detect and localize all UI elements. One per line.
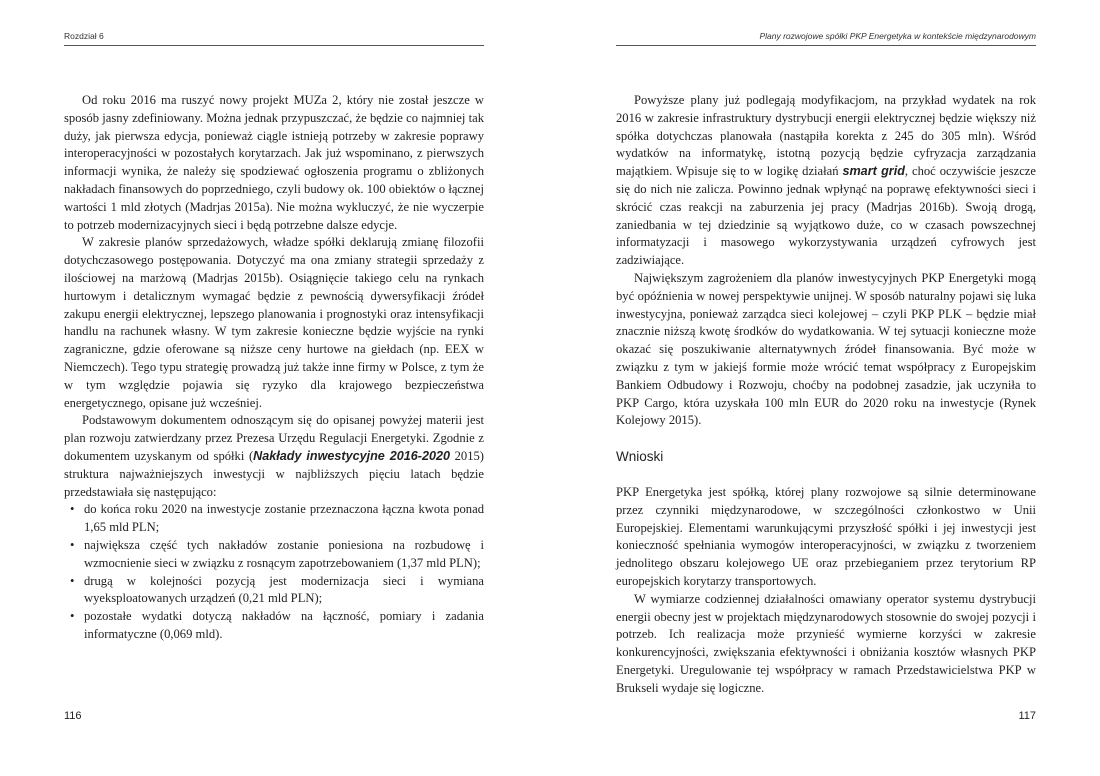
paragraph-text: , choć oczywiście jeszcze się do nich nie zalicza. Powinno jednak wpłynąć na poprawę efektywności sieci i skrócić czas reakcji na zaburzenia jej pracy (Madrjas 2016b). Swoją drogą, zaniedbania w tej dziedzinie są wyjątkowo duże, co w czasach powszechnej informatyzacji i masowego wykorzystywania urządzeń cyfrowych jest zadziwiające. (616, 164, 1036, 268)
body-text (616, 92, 1036, 698)
running-head: Rozdział 6 (64, 31, 104, 41)
page-number: 116 (64, 710, 82, 722)
right-page (550, 0, 1100, 776)
document-title: Nakłady inwestycyjne 2016-2020 (253, 448, 450, 463)
paragraph-text: Powyższe plany już podlegają modyfikacjom, na przykład wydatek na rok 2016 w zakresie infrastruktury dystrybucji energii elektrycznej będzie większy niż spółka dotychczas planowała (nastąpiła korekta z 245 do 305 mln). Wśród wydatków na informatykę, istotną pozycją będzie cyfryzacja zarządzania majątkiem. Wpisuje się to w logikę działań (616, 93, 1036, 179)
header-rule (616, 45, 1036, 46)
paragraph (616, 92, 1036, 270)
paragraph-text: Podstawowym dokumentem odnoszącym się do opisanej powyżej materii jest plan rozwoju zatwierdzany przez Prezesa Urzędu Regulacji Energetyki. Zgodnie z dokumentem uzyskanym od spółki ( (64, 413, 484, 463)
paragraph: PKP Energetyka jest spółką, której plany rozwojowe są silnie determinowane przez czynniki międzynarodowe, w szczególności członkostwo w Unii Europejskiej. Elementami warunkującymi przyszłość spółki i jej inwestycji jest konieczność spełniania wymogów interoperacyjności, w związku z tworzeniem jednolitego obszaru kolejowego UE oraz przebieganiem przez terytorium RP europejskich korytarzy transportowych. (616, 484, 1036, 588)
bullet-list (64, 501, 484, 643)
paragraph-text: 2015) struktura najważniejszych inwestycji w najbliższych pięciu latach będzie przedstawiała się następująco: (64, 448, 484, 499)
list-item: • pozostałe wydatki dotyczą nakładów na łączność, pomiary i zadania informatyczne (0,069 mld). (64, 608, 484, 644)
page-number: 117 (1018, 710, 1036, 722)
running-head: Plany rozwojowe spółki PKP Energetyka w kontekście międzynarodowym (759, 31, 1036, 41)
list-item: • do końca roku 2020 na inwestycje zostanie przeznaczona łączna kwota ponad 1,65 mld PLN; (64, 501, 484, 537)
paragraph: Największym zagrożeniem dla planów inwestycyjnych PKP Energetyki mogą być opóźnienia w nowej perspektywie unijnej. W sposób naturalny pojawi się luka inwestycyjna, ponieważ zarządca sieci kolejowej – czyli PKP PLK – będzie miał znacznie niższą kwotę środków do wydatkowania. W tej sytuacji konieczne może okazać się poszukiwanie alternatywnych źródeł finansowania. Być może w związku z tym w jakiejś formie może wrócić temat współpracy z Europejskim Bankiem Odbudowy i Rozwoju, choćby na podobnej zasadzie, jak uczyniła to PKP Cargo, która uzyskała 100 mln EUR do 2020 roku na inwestycje (Rynek Kolejowy 2015). (616, 270, 1036, 428)
paragraph: W zakresie planów sprzedażowych, władze spółki deklarują zmianę filozofii dotychczasowego postępowania. Dotyczyć ma ona zmiany strategii sprzedaży z ilościowej na marżową (Madrjas 2015b). Osiągnięcie takiego celu na rynkach hurtowym i detalicznym wymagać będzie z pewnością dywersyfikacji źródeł zakupu energii elektrycznej, lepszego planowania i prognostyki oraz intensyfikacji handlu na rachunek własny. W tym zakresie konieczne będzie wyjście na rynki zagraniczne, gdzie oferowane są niższe ceny hurtowe na giełdach (np. EEX w Niemczech). Tego typu strategię prowadzą już także inne firmy w Polsce, z tym że w tym względzie pojawia się ryzyko dla krajowego bezpieczeństwa energetycznego, opisane już wcześniej. (64, 235, 484, 410)
paragraph: Od roku 2016 ma ruszyć nowy projekt MUZa 2, który nie został jeszcze w sposób jasny zdefiniowany. Można jednak przypuszczać, że będzie co najmniej tak duży, jak pierwsza edycja, ponieważ ciągle istnieją potrzeby w zakresie poprawy interoperacyjności w pozostałych korytarzach. Jak już wspominano, z pierwszych informacji wynika, że należy się spodziewać ogłoszenia programu o zbliżonych nakładach finansowych do poprzedniego, czyli budowy ok. 100 obiektów o łącznej wartości 1 mld złotych (Madrjas 2015a). Nie można wykluczyć, że nie wyczerpie to potrzeb modernizacyjnych sieci i będą potrzebne dalsze edycje. (64, 93, 484, 232)
paragraph: W wymiarze codziennej działalności omawiany operator systemu dystrybucji energii obecny jest w projektach międzynarodowych stosownie do swojej pozycji i potrzeb. Ich realizacja może przynieść wymierne korzyści w zakresie konkurencyjności, zwiększania efektywności i obniżania kosztów własnych PKP Energetyki. Uregulowanie tej współpracy w ramach Przedstawicielstwa PKP w Brukseli wydaje się logiczne. (616, 591, 1036, 695)
emphasis-term: smart grid (842, 164, 905, 179)
body-text (64, 92, 484, 644)
list-item: • drugą w kolejności pozycją jest modernizacja sieci i wymiana wyeksploatowanych urządzeń (0,21 mld PLN); (64, 573, 484, 609)
section-heading: Wnioski (616, 449, 664, 465)
paragraph (64, 412, 484, 501)
list-item: • największa część tych nakładów zostanie poniesiona na rozbudowę i wzmocnienie sieci w związku z rosnącym zapotrzebowaniem (1,37 mld PLN); (64, 537, 484, 573)
header-rule (64, 45, 484, 46)
